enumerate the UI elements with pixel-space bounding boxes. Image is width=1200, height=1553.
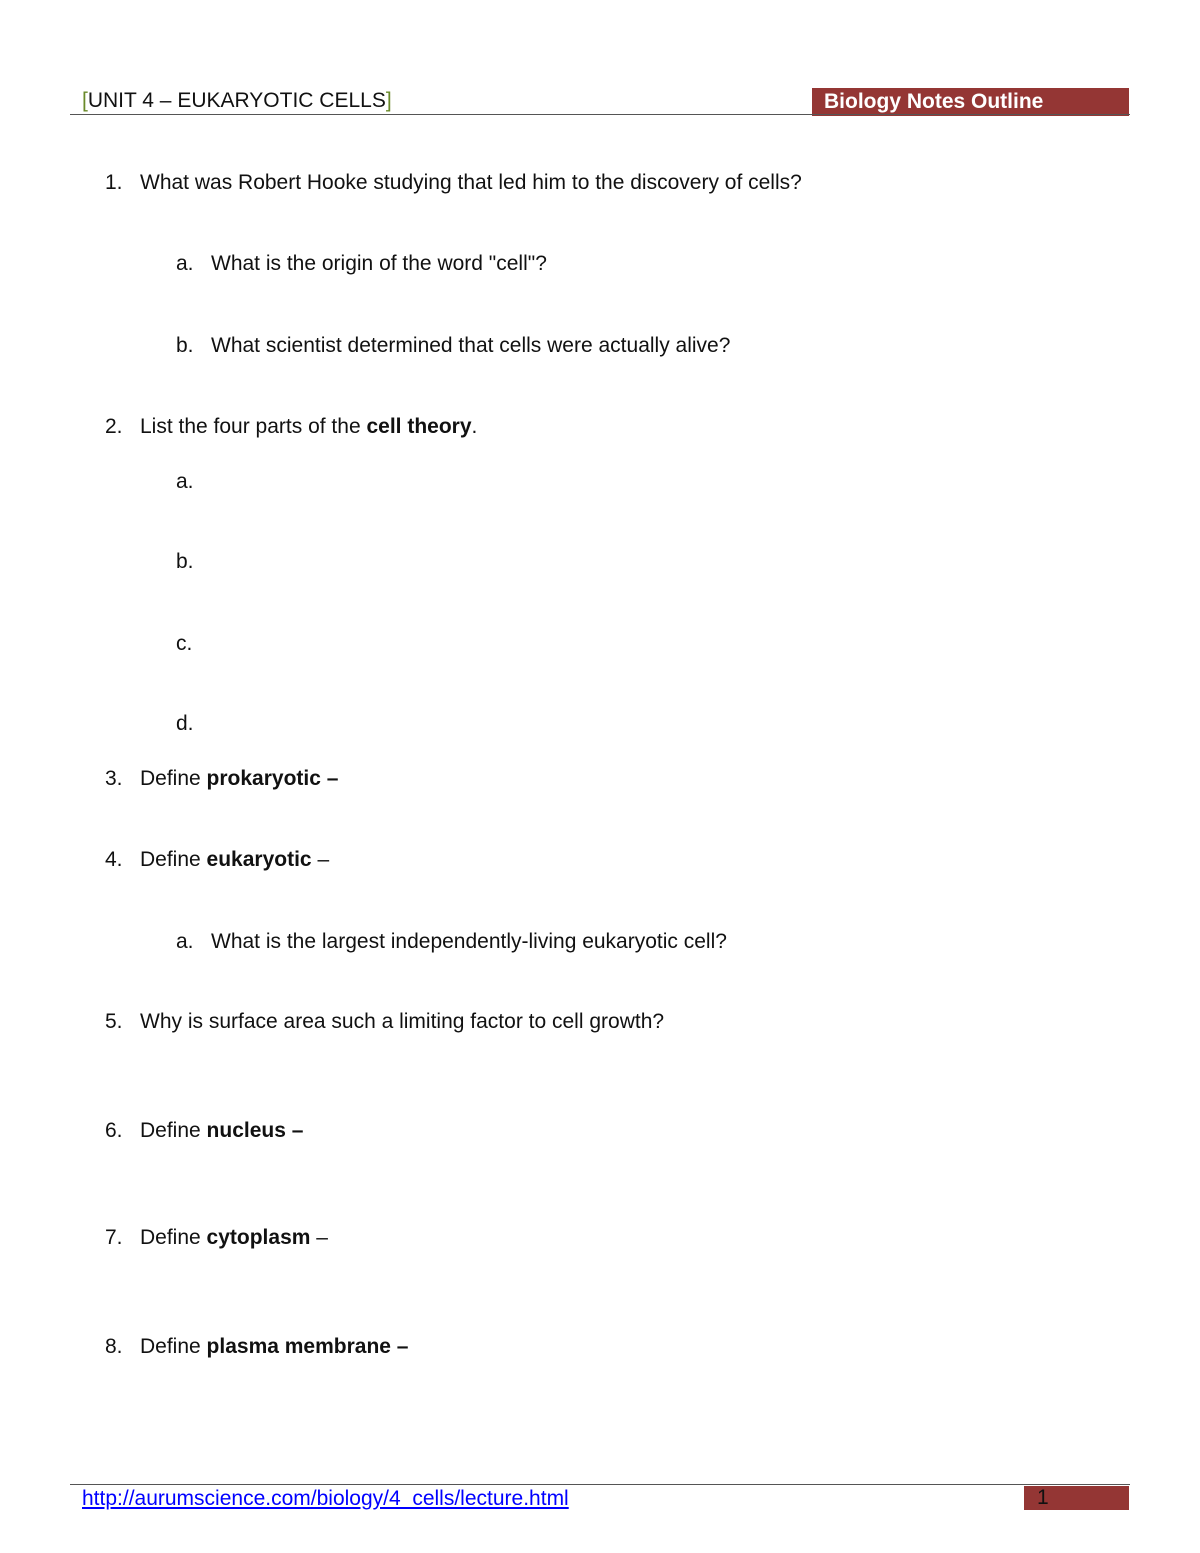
question-number: 5. [105,1010,123,1033]
question-letter: b. [176,334,194,357]
question-text [140,415,477,439]
question-text [140,767,338,791]
question-text: What was Robert Hooke studying that led him to the discovery of cells? [140,171,802,194]
question-prefix: Define [140,1119,207,1142]
question-text [140,1335,408,1359]
question-number: 1. [105,171,123,194]
header-divider [70,114,1130,115]
question-text [140,1226,328,1250]
question-number: 6. [105,1119,123,1142]
question-text [140,1119,303,1143]
question-number: 3. [105,767,123,790]
question-prefix: Define [140,1226,207,1249]
question-text: What is the origin of the word "cell"? [211,252,547,275]
key-term: eukaryotic [206,848,312,871]
question-text: Why is surface area such a limiting factor to cell growth? [140,1010,665,1033]
page-header-title [82,89,392,113]
question-text: What is the largest independently-living eukaryotic cell? [211,930,727,953]
key-term: prokaryotic – [206,767,339,790]
question-prefix: Define [140,767,207,790]
key-term: cell theory [366,415,472,438]
unit-title: UNIT 4 – EUKARYOTIC CELLS [87,89,386,112]
question-prefix: Define [140,1335,207,1358]
key-term: nucleus – [206,1119,304,1142]
key-term: cytoplasm [206,1226,311,1249]
question-number: 8. [105,1335,123,1358]
answer-letter: a. [176,470,194,493]
question-letter: a. [176,252,194,275]
question-prefix: Define [140,848,207,871]
footer-source-link[interactable]: http://aurumscience.com/biology/4_cells/lecture.html [82,1487,569,1510]
answer-letter: c. [176,632,193,655]
page-number: 1 [1024,1486,1129,1510]
key-term: plasma membrane – [206,1335,409,1358]
question-suffix: – [311,848,330,871]
footer-divider [70,1484,1130,1485]
question-number: 7. [105,1226,123,1249]
question-prefix: List the four parts of the [140,415,367,438]
question-letter: a. [176,930,194,953]
bracket-open: [ [82,89,88,112]
question-number: 4. [105,848,123,871]
question-suffix: – [310,1226,328,1249]
question-text [140,848,329,872]
question-text: What scientist determined that cells were actually alive? [211,334,731,357]
answer-letter: b. [176,550,194,573]
bracket-close: ] [385,89,392,112]
header-badge: Biology Notes Outline [812,88,1129,116]
answer-letter: d. [176,712,194,735]
question-number: 2. [105,415,123,438]
question-suffix: . [471,415,478,438]
